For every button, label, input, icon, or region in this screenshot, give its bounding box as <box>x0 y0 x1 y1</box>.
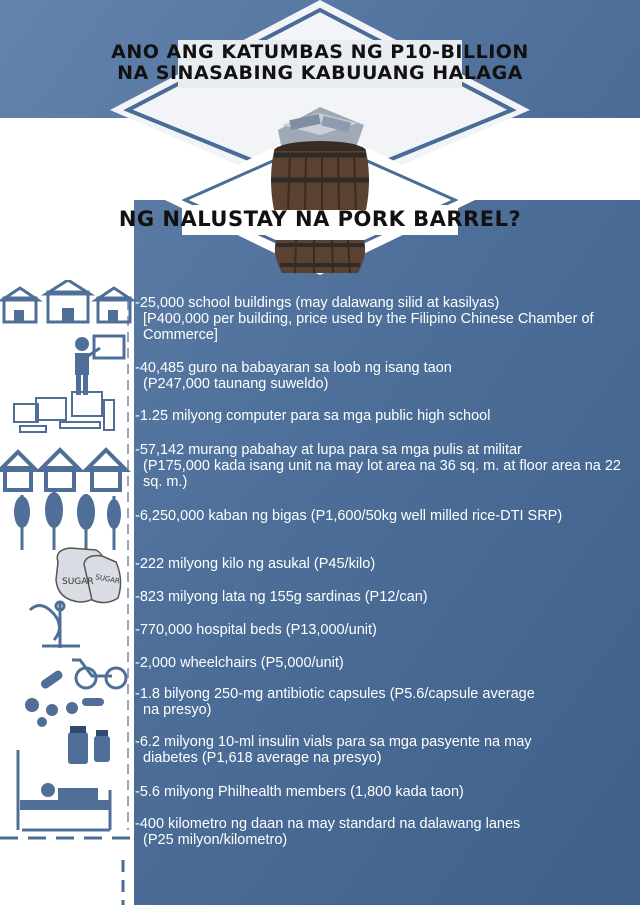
sack-label: SUGAR <box>62 577 94 587</box>
list-item: -1.25 milyong computer para sa mga public high school <box>135 408 491 424</box>
teacher-icon <box>75 336 124 395</box>
computer-icon <box>14 392 114 432</box>
houses-icon <box>0 450 126 490</box>
list-item: -5.6 milyong Philhealth members (1,800 kada taon) <box>135 784 464 800</box>
list-item: -2,000 wheelchairs (P5,000/unit) <box>135 655 344 671</box>
icon-column <box>0 280 135 905</box>
list-item: -25,000 school buildings (may dalawang silid at kasilyas) [P400,000 per building, price used by the Filipino Chinese Chamber of Commerce] <box>135 295 594 343</box>
school-buildings-icon <box>2 280 132 322</box>
insulin-vials-icon <box>68 726 110 764</box>
list-item: -823 milyong lata ng 155g sardinas (P12/can) <box>135 589 428 605</box>
title-bottom: NG NALUSTAY NA PORK BARREL? <box>118 207 522 231</box>
list-item: -40,485 guro na babayaran sa loob ng isang taon (P247,000 taunang suweldo) <box>135 360 452 392</box>
money-barrel-icon <box>260 95 380 280</box>
title-top: ANO ANG KATUMBAS NG P10-BILLION NA SINASABING KABUUANG HALAGA <box>111 41 529 84</box>
patient-icon <box>18 750 110 830</box>
list-item: -6.2 milyong 10-ml insulin vials para sa mga pasyente na may diabetes (P1,618 average na presyo) <box>135 734 532 766</box>
list-item: -222 milyong kilo ng asukal (P45/kilo) <box>135 556 376 572</box>
rice-icon <box>14 492 121 550</box>
list-item: -400 kilometro ng daan na may standard na dalawang lanes (P25 milyon/kilometro) <box>135 816 521 848</box>
wheelchair-icon <box>72 660 126 688</box>
list-item: -1.8 bilyong 250-mg antibiotic capsules (P5.6/capsule average na presyo) <box>135 686 535 718</box>
sack-label: SUGAR <box>94 573 121 586</box>
list-item: -6,250,000 kaban ng bigas (P1,600/50kg well milled rice-DTI SRP) <box>135 508 563 524</box>
list-item: -770,000 hospital beds (P13,000/unit) <box>135 622 377 638</box>
list-item: -57,142 murang pabahay at lupa para sa mga pulis at militar (P175,000 kada isang unit na may lot area na 36 sq. m. at floor area na 22 sq. m.) <box>135 442 621 490</box>
hospital-bed-icon <box>30 602 80 648</box>
capsules-icon <box>25 669 104 727</box>
